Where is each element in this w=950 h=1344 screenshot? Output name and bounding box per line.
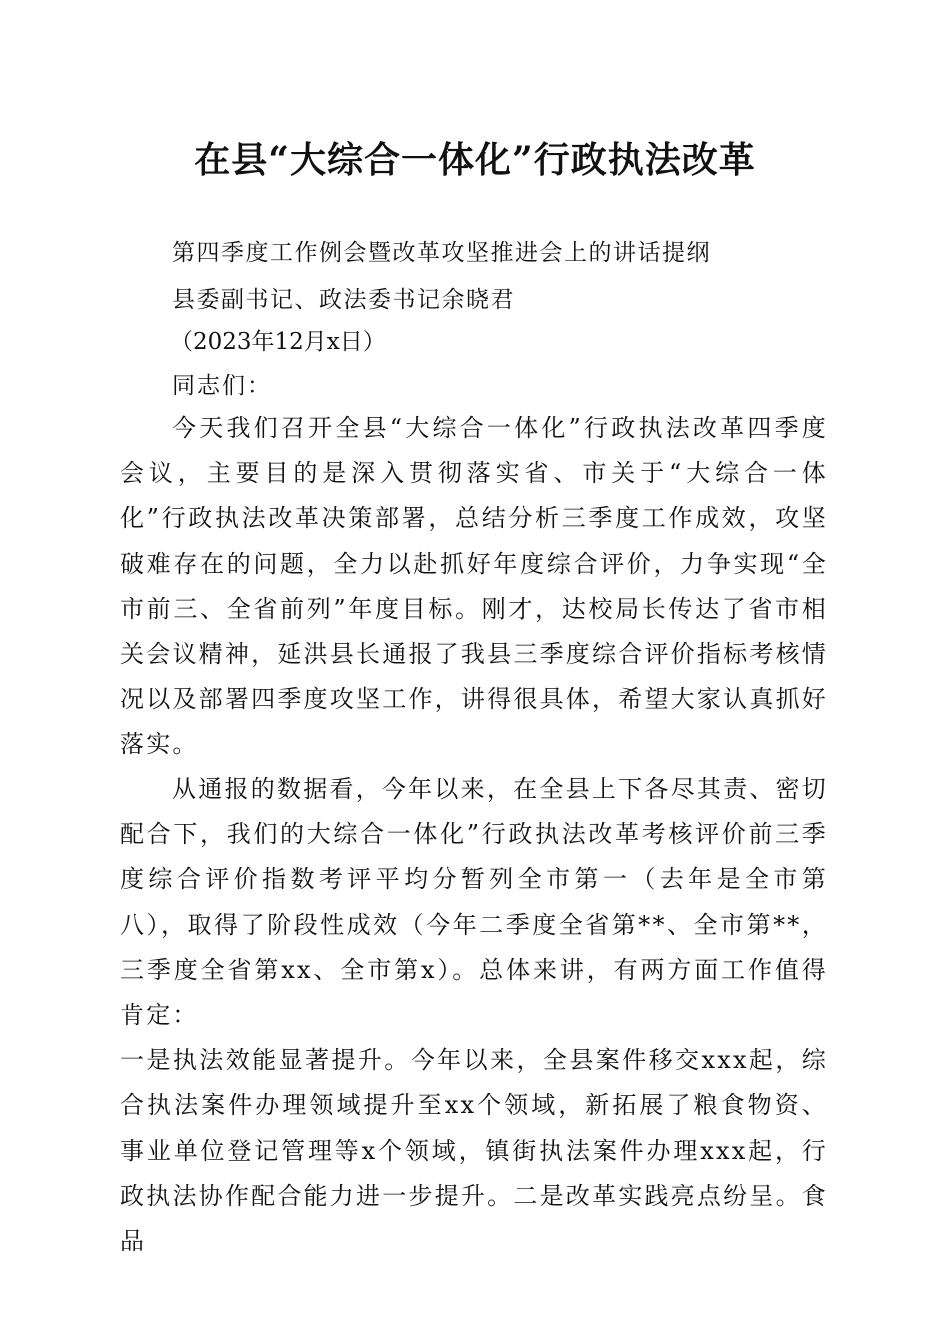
document-title: 在县“大综合一体化”行政执法改革 — [194, 139, 756, 181]
paragraph-group — [120, 767, 828, 1264]
date-line: （2023年12月x日） — [170, 329, 386, 355]
paragraph-1: 今天我们召开全县“大综合一体化”行政执法改革四季度会议，主要目的是深入贯彻落实省、市关于“大综合一体化”行政执法改革决策部署，总结分析三季度工作成效，攻坚破难存在的问题，全力以赴抓好年度综合评价，力争实现“全市前三、全省前列”年度目标。刚才，达校局长传达了省市相关会议精神，延洪县长通报了我县三季度综合评价指标考核情况以及部署四季度攻坚工作，讲得很具体，希望大家认真抓好落实。 — [120, 414, 828, 759]
document-subtitle: 第四季度工作例会暨改革攻坚推进会上的讲话提纲 — [172, 240, 711, 266]
paragraph-3: 一是执法效能显著提升。今年以来，全县案件移交xxx起，综合执法案件办理领域提升至xx个领域，新拓展了粮食物资、事业单位登记管理等x个领域，镇街执法案件办理xxx起，行政执法协作配合能力进一步提升。二是改革实践亮点纷呈。食品 — [120, 1046, 828, 1256]
speaker-line: 县委副书记、政法委书记余晓君 — [172, 287, 515, 313]
paragraph-2: 从通报的数据看，今年以来，在全县上下各尽其责、密切配合下，我们的大综合一体化”行政执法改革考核评价前三季度综合评价指数考评平均分暂列全市第一（去年是全市第八），取得了阶段性成效（今年二季度全省第**、全市第**，三季度全省第xx、全市第x）。总体来讲，有两方面工作值得肯定： — [120, 775, 828, 1030]
salutation: 同志们： — [172, 373, 272, 399]
